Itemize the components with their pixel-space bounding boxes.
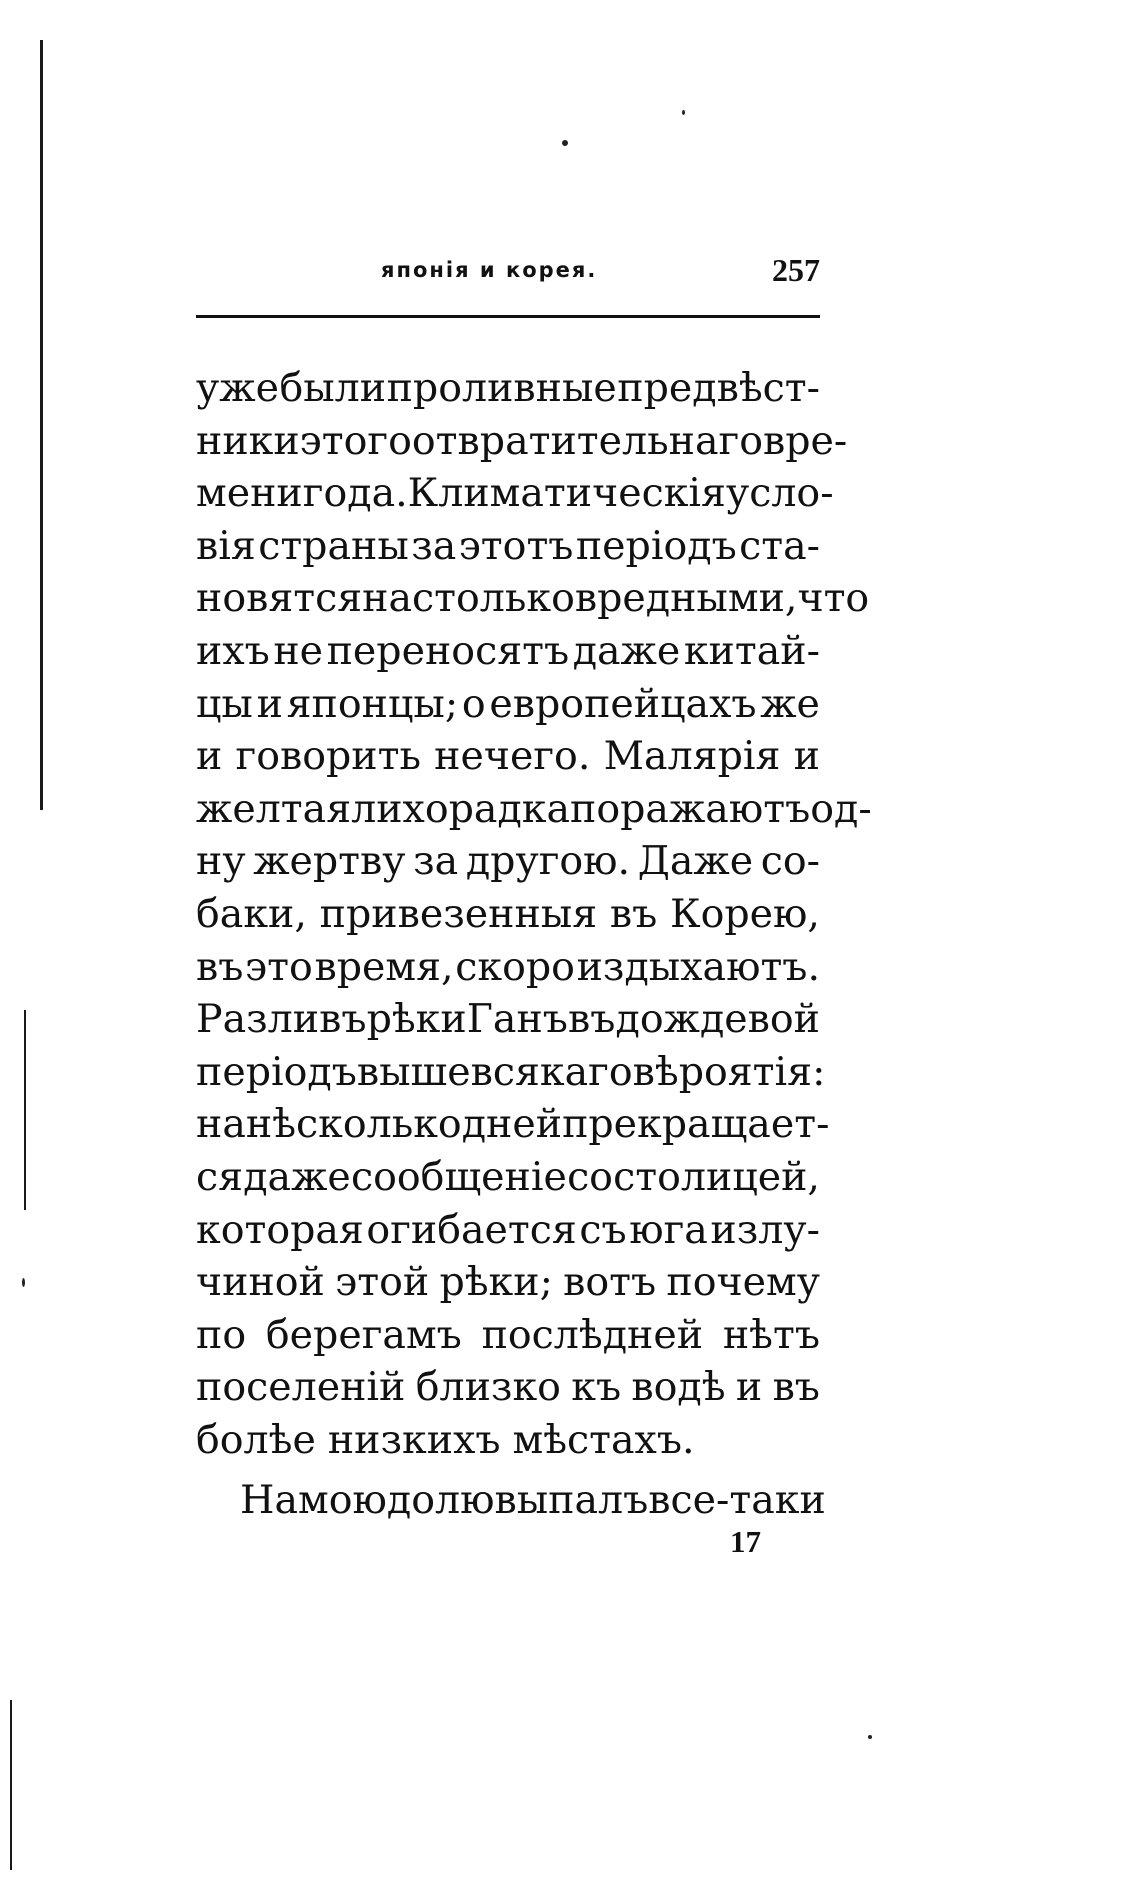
text-line xyxy=(196,783,872,836)
word: что xyxy=(797,575,870,622)
word: о xyxy=(461,680,486,727)
word: прекращает- xyxy=(562,1101,830,1148)
word: рѣки; xyxy=(439,1259,553,1306)
word: ихъ xyxy=(196,627,270,674)
text-line xyxy=(196,520,820,573)
scan-edge-line-bottom xyxy=(10,1700,12,1870)
word: выше xyxy=(356,1048,471,1095)
word: и xyxy=(196,733,223,780)
word: издыхаютъ. xyxy=(576,943,820,990)
word: рѣки xyxy=(366,996,467,1043)
word: столицей, xyxy=(613,1153,820,1200)
word: говорить xyxy=(235,733,421,780)
text-line xyxy=(196,1098,830,1151)
word: время, xyxy=(314,943,454,990)
word: послѣдней xyxy=(481,1311,704,1358)
word: все-таки xyxy=(648,1477,826,1524)
scan-speck xyxy=(562,140,568,146)
word: желтая xyxy=(196,785,352,832)
text-line xyxy=(196,1204,820,1257)
word: японцы; xyxy=(286,680,459,727)
word: жертву xyxy=(253,838,406,885)
text-line xyxy=(196,888,820,941)
running-head xyxy=(196,252,820,292)
word: это xyxy=(245,943,313,990)
word: съ xyxy=(579,1206,627,1253)
text-line xyxy=(196,941,820,994)
text-line xyxy=(196,1151,820,1204)
word: періодъ xyxy=(196,1048,357,1095)
word: переносятъ xyxy=(326,627,570,674)
word: европейцахъ xyxy=(489,680,757,727)
word: даже xyxy=(243,1153,351,1200)
text-line xyxy=(196,730,820,783)
text-line xyxy=(196,1309,820,1362)
word: долю xyxy=(386,1477,495,1524)
word: въ xyxy=(196,943,244,990)
word: и xyxy=(793,733,820,780)
word: вотъ xyxy=(563,1259,657,1306)
word: со xyxy=(567,1153,613,1200)
word: берегамъ xyxy=(265,1311,462,1358)
word: и xyxy=(256,680,283,727)
header-rule xyxy=(196,315,820,318)
word: на xyxy=(196,1101,246,1148)
word: періодъ xyxy=(575,522,737,569)
text-line xyxy=(196,572,870,625)
text-line xyxy=(196,1361,820,1414)
word: китай- xyxy=(683,627,820,674)
word: мою xyxy=(298,1477,387,1524)
word: нѣтъ xyxy=(722,1311,820,1358)
word: этой xyxy=(335,1259,430,1306)
word: ну xyxy=(196,838,246,885)
word: усло- xyxy=(725,470,834,517)
text-line xyxy=(196,362,820,415)
word: и xyxy=(735,1364,763,1411)
word: Климатическія xyxy=(407,470,726,517)
word: поселеній xyxy=(196,1364,406,1411)
word: сообщеніе xyxy=(350,1153,567,1200)
word: ся xyxy=(196,1153,244,1200)
word: од- xyxy=(810,785,872,832)
word: привезенныя xyxy=(319,890,598,937)
text-line xyxy=(196,1046,826,1099)
text-line-paragraph-start xyxy=(196,1474,826,1527)
word: цы xyxy=(196,680,253,727)
word: чиной xyxy=(196,1259,325,1306)
word: же xyxy=(760,680,820,727)
word: излу- xyxy=(710,1206,820,1253)
running-title: японія и корея. xyxy=(381,258,598,282)
text-line xyxy=(196,415,848,468)
word: нечего. xyxy=(434,733,591,780)
word: лихорадка xyxy=(351,785,571,832)
word: были xyxy=(279,365,387,411)
word: за xyxy=(411,522,457,569)
word: предвѣст- xyxy=(617,365,820,411)
scan-edge-line-top xyxy=(40,40,43,810)
word: уже xyxy=(196,365,279,411)
word: нѣсколько xyxy=(245,1101,462,1148)
word: другою. xyxy=(465,838,631,885)
word: На xyxy=(240,1477,298,1524)
word: выпалъ xyxy=(494,1477,649,1524)
text-line xyxy=(196,678,820,731)
word: въ xyxy=(772,1364,820,1411)
word: Корею, xyxy=(670,890,820,937)
word: даже xyxy=(572,627,681,674)
word: за xyxy=(413,838,459,885)
word: этотъ xyxy=(458,522,574,569)
word: страны xyxy=(258,522,409,569)
text-line xyxy=(196,1256,820,1309)
scan-speck xyxy=(682,110,685,115)
word: въ xyxy=(568,996,616,1043)
word: года. xyxy=(302,470,408,517)
word: которая xyxy=(196,1206,364,1253)
word: близко xyxy=(415,1364,561,1411)
word: вія xyxy=(196,522,256,569)
word: Ганъ xyxy=(466,996,568,1043)
text-line xyxy=(196,835,820,888)
word: мени xyxy=(196,470,303,517)
word: ста- xyxy=(739,522,820,569)
text-line xyxy=(196,625,820,678)
word: въ xyxy=(609,890,658,937)
word: болѣе xyxy=(196,1416,316,1463)
word: скоро xyxy=(455,943,575,990)
text-line-paragraph-end xyxy=(196,1414,820,1467)
word: всякаго xyxy=(470,1048,633,1095)
word: не xyxy=(273,627,324,674)
word: вре- xyxy=(762,417,848,464)
scan-speck xyxy=(22,1278,25,1287)
text-line xyxy=(196,993,820,1046)
word: къ xyxy=(571,1364,622,1411)
word: со- xyxy=(760,838,820,885)
word: юга xyxy=(629,1206,708,1253)
text-line xyxy=(196,467,834,520)
word: низкихъ xyxy=(327,1416,501,1463)
word: вредными, xyxy=(574,575,798,622)
body-text xyxy=(196,362,872,1527)
word: водѣ xyxy=(631,1364,726,1411)
word: этого xyxy=(299,417,412,464)
word: поражаютъ xyxy=(570,785,811,832)
word: настолько xyxy=(362,575,575,622)
word: вѣроятія: xyxy=(632,1048,826,1095)
word: Малярія xyxy=(603,733,781,780)
word: дождевой xyxy=(615,996,820,1043)
word: ники xyxy=(196,417,300,464)
scan-edge-line-middle xyxy=(24,1010,26,1210)
word: дней xyxy=(461,1101,563,1148)
word: по xyxy=(196,1311,247,1358)
word: Даже xyxy=(637,838,754,885)
scan-speck xyxy=(868,1735,872,1739)
signature-mark: 17 xyxy=(730,1524,761,1559)
word: почему xyxy=(666,1259,820,1306)
word: огибается xyxy=(366,1206,577,1253)
word: отвратительнаго xyxy=(411,417,763,464)
word: новятся xyxy=(196,575,363,622)
word: баки, xyxy=(196,890,307,937)
word: проливные xyxy=(386,365,617,411)
word: Разливъ xyxy=(196,996,367,1043)
word: мѣстахъ. xyxy=(512,1416,695,1463)
page-number: 257 xyxy=(772,252,820,288)
